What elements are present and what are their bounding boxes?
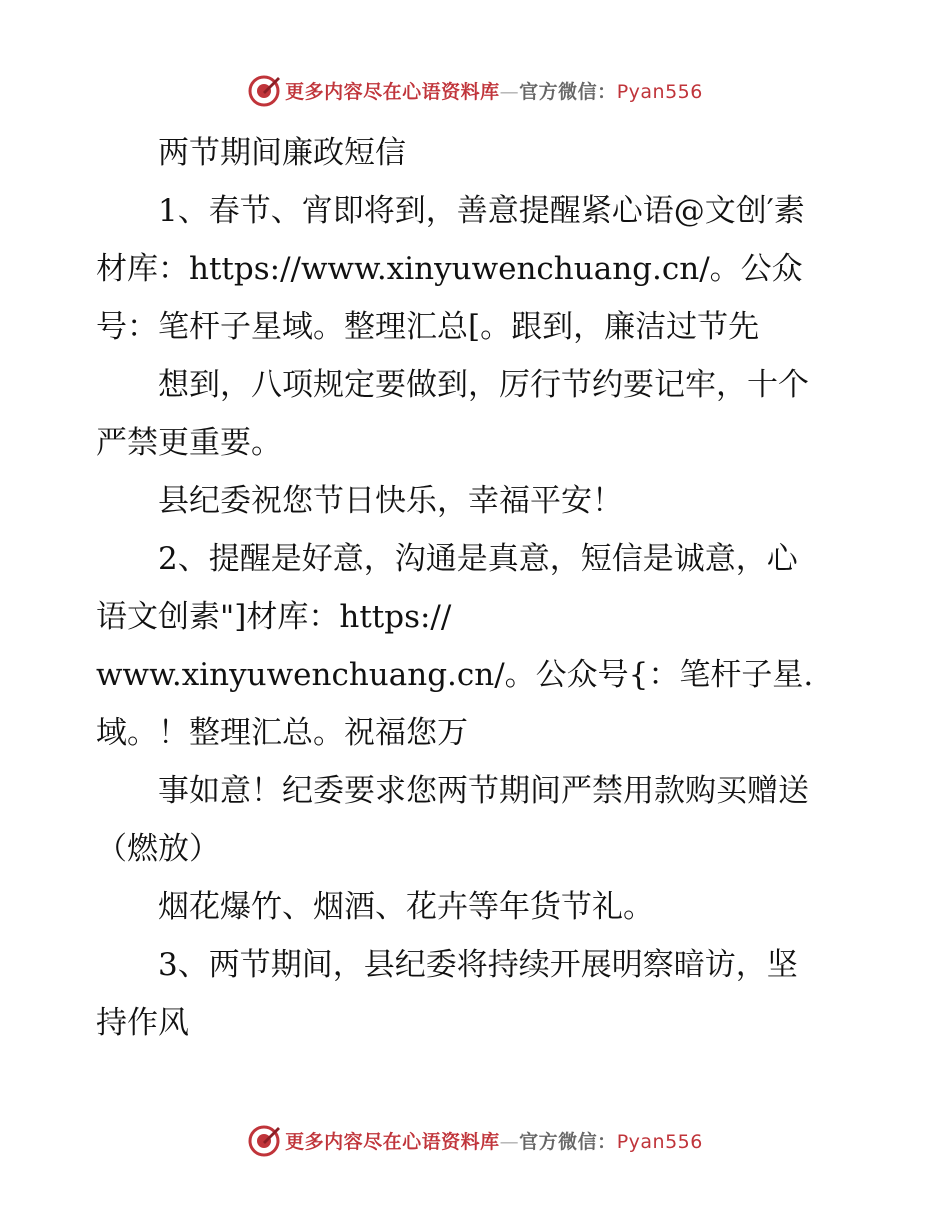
text-line: 2、提醒是好意，沟通是真意，短信是诚意，心 (96, 541, 798, 577)
text-line: 号：笔杆子星域。整理汇总[。跟到，廉洁过节先 (96, 309, 760, 345)
text-line: 县纪委祝您节日快乐，幸福平安！ (96, 483, 623, 519)
banner-dash: — (499, 80, 520, 103)
text-line: 1、春节、宵即将到，善意提醒紧心语@文创′素 (96, 193, 805, 229)
banner-wechat-id: Pyan556 (616, 80, 703, 103)
text-line: 事如意！纪委要求您两节期间严禁用款购买赠送 (96, 773, 809, 809)
header-banner (0, 70, 950, 110)
text-line: 语文创素"]材库：https:// (96, 599, 452, 635)
text-line: 烟花爆竹、烟酒、花卉等年货节礼。 (96, 889, 654, 925)
text-line: 严禁更重要。 (96, 425, 282, 461)
banner-wechat-id: Pyan556 (616, 1130, 703, 1153)
banner-site-name: 更多内容尽在心语资料库 (285, 80, 500, 103)
banner-text (285, 77, 703, 104)
text-line: www.xinyuwenchuang.cn/。公众号{：笔杆子星. (96, 657, 814, 693)
banner-text (285, 1127, 703, 1154)
banner-dash: — (499, 1130, 520, 1153)
text-line: 域。！整理汇总。祝福您万 (96, 715, 468, 751)
banner-wechat-label: 官方微信： (519, 1130, 617, 1153)
text-line: 想到，八项规定要做到，厉行节约要记牢，十个 (96, 367, 809, 403)
banner-wechat-label: 官方微信： (519, 80, 617, 103)
document-title: 两节期间廉政短信 (96, 135, 406, 171)
document-body (96, 124, 866, 1044)
brand-logo-icon (247, 72, 283, 108)
brand-logo-icon (247, 1122, 283, 1158)
text-line: 3、两节期间，县纪委将持续开展明察暗访，坚 (96, 947, 798, 983)
text-line: （燃放） (96, 831, 220, 867)
text-line: 材库：https://www.xinyuwenchuang.cn/。公众 (96, 251, 803, 287)
banner-site-name: 更多内容尽在心语资料库 (285, 1130, 500, 1153)
text-line: 持作风 (96, 1005, 189, 1041)
footer-banner (0, 1120, 950, 1160)
